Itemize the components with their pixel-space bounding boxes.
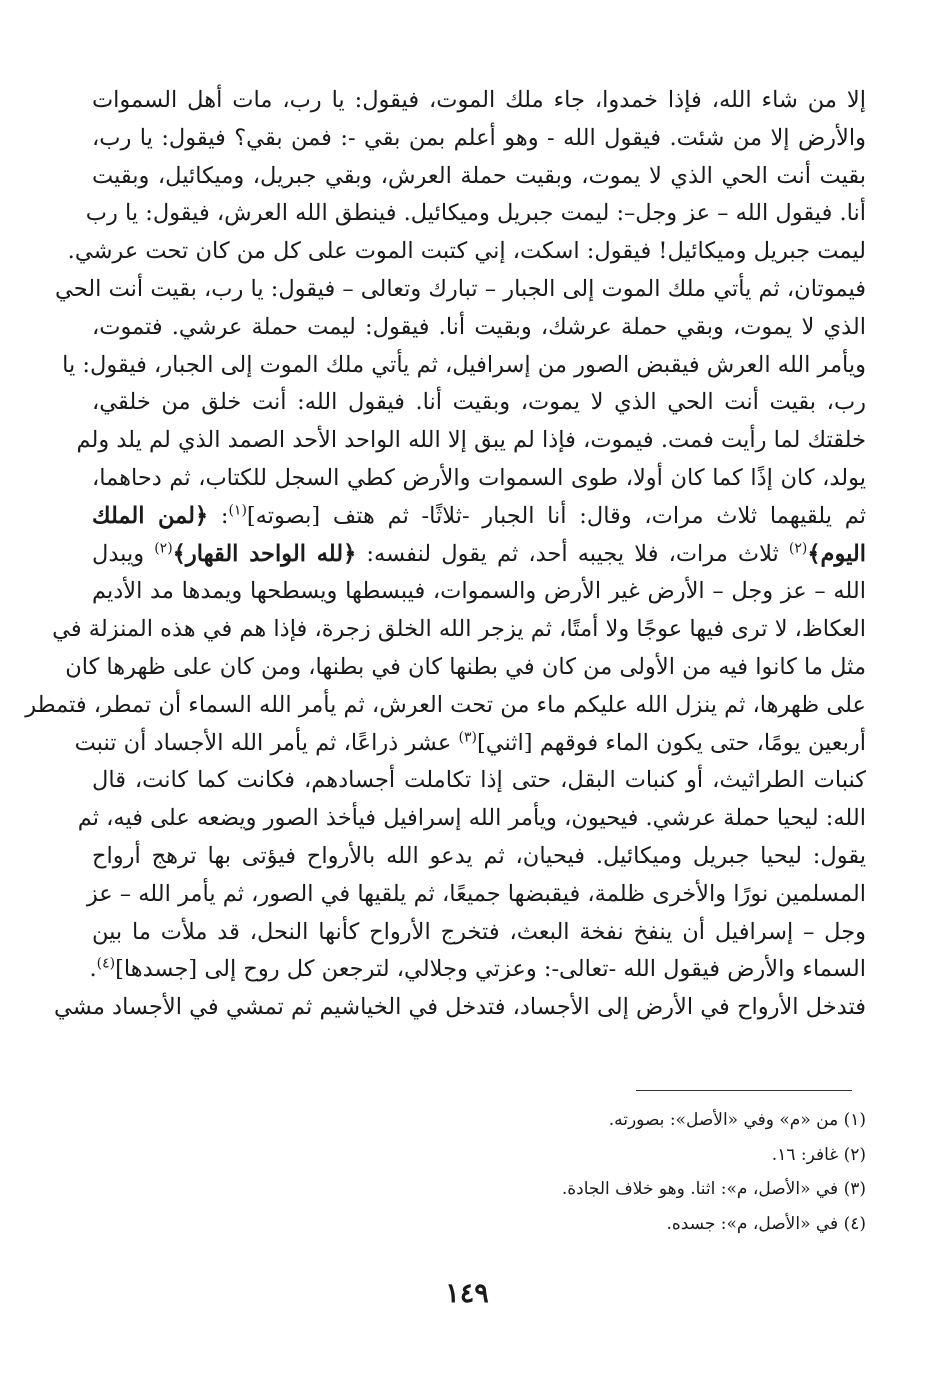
text-segment: السماء والأرض فيقول الله -تعالى-: وعزتي وجلالي، لترجعن كل روح إلى [جسدها] <box>115 956 866 983</box>
text-line: كنبات الطراثيث، أو كنبات البقل، حتى إذا تكاملت أجسادهم، فكانت كما كانت، قال <box>92 767 866 794</box>
text-line: إلا من شاء الله، فإذا خمدوا، جاء ملك الموت، فيقول: يا رب، مات أهل السموات <box>92 87 866 113</box>
footnote-ref: (١) <box>228 502 247 519</box>
footnote-separator <box>636 1090 852 1091</box>
text-line: رب، بقيت أنت الحي الذي لا يموت، وبقيت أنا. فيقول الله: أنت خلق من خلقي، <box>92 389 866 416</box>
text-segment: عشر ذراعًا، ثم يأمر الله الأجساد أن تنبت <box>74 729 459 756</box>
text-line <box>74 725 866 763</box>
text-line: الله – عز وجل – الأرض غير الأرض والسموات، فيبسطها ويسطحها ويمدها مد الأديم <box>92 578 866 605</box>
footnote-ref: (٣) <box>458 729 477 746</box>
text-segment: ثلاث مرات، فلا يجيبه أحد، ثم يقول لنفسه: <box>356 540 789 567</box>
quran-verse: ﴿لله الواحد القهار﴾ <box>172 540 357 567</box>
text-line: وجل – إسرافيل أن ينفخ نفخة البعث، فتخرج الأرواح كأنها النحل، قد ملأت ما بين <box>92 918 866 945</box>
footnote: (٣) في «الأصل، م»: اثنا. وهو خلاف الجادة. <box>561 1179 866 1199</box>
text-line: فيموتان، ثم يأتي ملك الموت إلى الجبار – تبارك وتعالى – فيقول: يا رب، بقيت أنت الحي <box>55 275 866 302</box>
text-line <box>92 536 866 574</box>
text-segment: ويبدل <box>92 540 155 567</box>
footnote: (٤) في «الأصل، م»: جسده. <box>666 1213 866 1234</box>
footnote: (١) من «م» وفي «الأصل»: بصورته. <box>608 1110 866 1130</box>
main-text-body <box>25 82 866 1027</box>
text-line: الله: ليحيا حملة عرشي. فيحيون، ويأمر الله إسرافيل فيأخذ الصور ويضعه على فيه، ثم <box>77 805 866 832</box>
quran-verse: ﴿لمن الملك <box>92 502 209 529</box>
text-line: يولد، كان إذًا كما كان أولا، طوى السموات والأرض كطي السجل للكتاب، ثم دحاهما، <box>92 464 866 491</box>
text-segment: . <box>89 956 97 983</box>
footnote: (٢) غافر: ١٦. <box>771 1144 866 1165</box>
text-line: المسلمين نورًا والأخرى ظلمة، فيقبضها جميعًا، ثم يلقيها في الصور، ثم يأمر الله – عز <box>86 880 866 907</box>
text-line <box>92 498 866 536</box>
footnote-ref: (٢) <box>154 540 173 557</box>
text-line: الذي لا يموت، وبقي حملة عرشك، وبقيت أنا. فيقول: ليمت حملة عرشي. فتموت، <box>92 313 866 340</box>
text-line: خلقتك لما رأيت فمت. فيموت، فإذا لم يبق إلا الله الواحد الأحد الصمد الذي لم يلد ولم <box>76 427 866 454</box>
footnote-ref: (٤) <box>96 955 116 972</box>
text-line: فتدخل الأرواح في الأرض إلى الأجساد، فتدخل في الخياشيم ثم تمشي في الأجساد مشي <box>54 994 866 1021</box>
text-line: مثل ما كانوا فيه من الأولى من كان في بطنها كان في بطنها، ومن كان على ظهرها كان <box>65 653 866 680</box>
text-line: بقيت أنت الحي الذي لا يموت، وبقيت حملة العرش، وبقي جبريل، وميكائيل، وبقيت <box>92 162 866 189</box>
text-line: أنا. فيقول الله – عز وجل–: ليمت جبريل وميكائيل. فينطق الله العرش، فيقول: يا رب <box>85 200 866 227</box>
text-segment: ثم يلقيهما ثلاث مرات، وقال: أنا الجبار -ثلاثًا- ثم هتف [بصوته] <box>246 502 866 529</box>
quran-verse: اليوم﴾ <box>807 540 866 567</box>
text-line: يقول: ليحيا جبريل وميكائيل. فيحيان، ثم يدعو الله بالأرواح فيؤتى بها ترهج أرواح <box>92 842 866 869</box>
footnote-ref: (٢) <box>788 540 808 557</box>
text-line: العكاظ، لا ترى فيها عوجًا ولا أمتًا، ثم يزجر الله الخلق زجرة، فإذا هم في هذه المنزلة في <box>52 616 866 643</box>
text-segment: : <box>208 502 229 529</box>
text-line: والأرض إلا من شئت. فيقول الله - وهو أعلم بمن بقي -: فمن بقي؟ فيقول: يا رب، <box>92 124 866 151</box>
footnotes <box>300 1103 866 1241</box>
text-line: ويأمر الله العرش فيقبض الصور من إسرافيل، ثم يأتي ملك الموت إلى الجبار، فيقول: يا <box>62 351 866 378</box>
page-number: ١٤٩ <box>445 1278 489 1309</box>
text-line <box>89 951 866 989</box>
text-segment: أربعين يومًا، حتى يكون الماء فوقهم [اثني] <box>476 729 866 756</box>
text-line: ليمت جبريل وميكائيل! فيقول: اسكت، إني كتبت الموت على كل من كان تحت عرشي. <box>67 238 866 265</box>
text-line: على ظهرها، ثم ينزل الله عليكم ماء من تحت العرش، ثم يأمر الله السماء أن تمطر، فتمطر <box>25 691 866 718</box>
